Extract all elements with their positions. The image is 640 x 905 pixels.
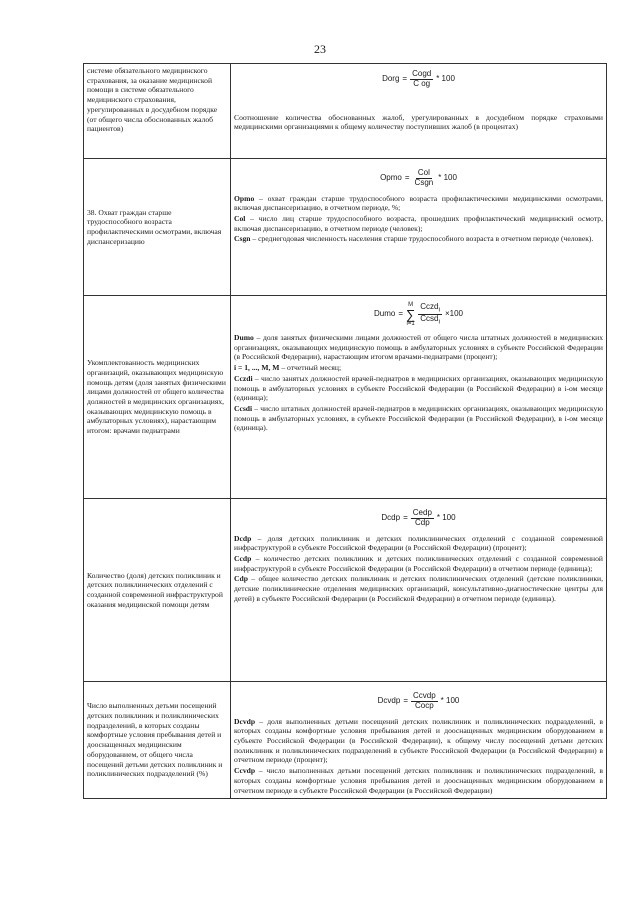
definition-term: Ccdp	[234, 554, 252, 564]
formula: Dumo = M ∑ i=1 $\frac{Cczd_i}{Ccsd_i}$ ×100	[373, 302, 464, 327]
formula-lhs: Dcdp	[381, 513, 401, 523]
definition-text: – число занятых должностей врачей-педиатров в медицинских организациях, оказывающих медицинскую помощь в амбулаторных условиях в субъекте Российской Федерации (в Российской Федерации) в i-ом месяце (единица);	[234, 373, 603, 403]
definition-term: Dcvdp	[234, 716, 256, 726]
definition	[234, 234, 603, 244]
formula-denominator: C og	[413, 78, 431, 88]
definition-text: – доля выполненных детьми посещений детских поликлиник и поликлинических подразделений, в которых созданы комфортные условия пребывания детей и дооснащенных медицинским оборудованием в субъекте Российской Федерации (в Российской Федерации), к общему числу посещений детьми детских поликлиник и поликлинических подразделений в субъекте Российской Федерации (в Российской Федерации) в отчетном периоде (процент);	[234, 716, 603, 765]
indicator-method	[231, 159, 607, 296]
formula-numerator: Cogd	[412, 69, 432, 78]
formula-numerator: Cczd	[420, 302, 439, 312]
indicators-table	[83, 63, 607, 799]
formula-numerator: Ccvdp	[412, 691, 436, 700]
indicator-name: Количество (доля) детских поликлиник и детских поликлинических отделений с созданной современной инфраструктурой оказания медицинской помощи детям	[84, 499, 231, 682]
definition-text: – отчетный месяц;	[279, 363, 342, 373]
formula-lhs: Opmo	[380, 173, 402, 183]
definition-text: – число штатных должностей врачей-педиатров в медицинских организациях, оказывающих медицинскую помощь в амбулаторных условиях, в субъекте Российской Федерации (в Российской Федерации), в i-ом месяце (единица).	[234, 404, 603, 433]
definition-text: – доля занятых физическими лицами должностей от общего числа штатных должностей в медицинских организациях, оказывающих медицинскую помощь в амбулаторных условиях в субъекте Российской Федерации (в Российской Федерации), нарастающим итогом врачами-педиатрами (процент);	[234, 333, 603, 362]
definition-term: i = 1, ..., M, M	[234, 363, 280, 373]
formula-numerator: Cedp	[412, 508, 432, 517]
definition	[234, 717, 603, 766]
definition-text: – число лиц старше трудоспособного возраста, прошедших профилактический медицинский осмотр, включая диспансеризацию, в отчетном периоде (человек);	[234, 214, 603, 233]
method-text: Соотношение количества обоснованных жалоб, урегулированных в досудебном порядке страховыми медицинскими организациями к общему количеству поступивших жалоб (в процентах)	[234, 112, 603, 132]
formula: Opmo = $\frac{\text{Col}}{\text{Csgn}}$ * 100	[380, 168, 457, 187]
definition-term: Dcdp	[234, 533, 252, 543]
definition-text: – количество детских поликлиник и детских поликлинических отделений с созданной современной инфраструктурой в субъекте Российской Федерации (в Российской Федерации) в отчетном периоде (единица);	[234, 554, 603, 573]
page-number: 23	[314, 42, 326, 56]
definition-term: Cczdi	[234, 373, 253, 383]
indicator-method	[231, 296, 607, 499]
formula: Dcdp = $\frac{\text{Cedp}}{\text{Cdp}}$ * 100	[381, 508, 456, 527]
definition	[234, 766, 603, 795]
definition	[234, 534, 603, 553]
definition-term: Col	[234, 214, 246, 224]
formula-numerator: Col	[417, 168, 430, 177]
definition	[234, 404, 603, 433]
definition-text: – общее количество детских поликлиник и детских поликлинических отделений (детские поликлиники, детские поликлинические отделения медицинских организаций, консультативно-диагностические центры для детей) в субъекте Российской Федерации (в Российской Федерации) в отчетном периоде (единица).	[234, 574, 603, 603]
definition	[234, 333, 603, 362]
formula-lhs: Dcvdp	[377, 696, 401, 706]
indicator-name: 38. Охват граждан старше трудоспособного возраста профилактическими осмотрами, включая диспансеризацию	[84, 159, 231, 296]
definition-term: Ccsdi	[234, 404, 253, 414]
table-row	[84, 159, 607, 296]
formula-lhs: Dumo	[373, 309, 396, 319]
table-row	[84, 64, 607, 159]
formula-denominator: Cdp	[414, 517, 430, 527]
indicator-name: Число выполненных детьми посещений детских поликлиник и поликлинических подразделений, в которых созданы комфортные условия пребывания детей и дооснащенных медицинским оборудованием, от общего числа посещений детьми детских поликлиник и поликлинических подразделений (%)	[84, 682, 231, 799]
definition	[234, 214, 603, 233]
definition	[234, 574, 603, 603]
formula: Dcvdp = $\frac{\text{Ccvdp}}{\text{Cocp}}$ * 100	[377, 691, 460, 710]
formula-denominator: Cocp	[414, 700, 434, 710]
formula-denominator: Csgn	[414, 177, 434, 187]
definition	[234, 554, 603, 573]
indicator-method	[231, 682, 607, 799]
definition-text: – среднегодовая численность населения старше трудоспособного возраста в отчетном периоде (человек).	[250, 234, 594, 244]
definition-term: Cdp	[234, 574, 248, 584]
table-row	[84, 296, 607, 499]
definition-term: Dumo	[234, 333, 254, 342]
formula-lhs: Dorg	[382, 74, 400, 84]
definition	[234, 374, 603, 403]
definition	[234, 194, 603, 213]
formula-tail: * 100	[436, 74, 455, 84]
definition-text: – охват граждан старше трудоспособного возраста профилактическими медицинскими осмотрами, включая диспансеризацию, в отчетном периоде, %;	[234, 193, 603, 213]
formula-tail: * 100	[438, 173, 457, 183]
indicator-method	[231, 64, 607, 159]
table-row	[84, 499, 607, 682]
formula-denominator: Ccsd	[420, 314, 439, 323]
indicator-name: Укомплектованность медицинских организаций, оказывающих медицинскую помощь детям (доля занятых физическими лицами должностей от общего количества должностей в медицинских организациях, оказывающих медицинскую помощь в амбулаторных условиях), нарастающим итогом: врачами педиатрами	[84, 296, 231, 499]
indicator-method	[231, 499, 607, 682]
definition-text: – число выполненных детьми посещений детских поликлиник и поликлинических подразделений, в которых созданы комфортные условия пребывания детей и дооснащенных медицинским оборудованием в отчетном периоде в субъекте Российской Федерации (в Российской Федерации)	[234, 766, 603, 795]
table-row	[84, 682, 607, 799]
definition-term: Opmo	[234, 193, 255, 203]
formula-tail: * 100	[440, 696, 460, 706]
definition-term: Ccvdp	[234, 766, 256, 776]
definition-text: – доля детских поликлиник и детских поликлинических отделений с созданной современной инфраструктурой в субъекте Российской Федерации (в Российской Федерации) (процент);	[234, 533, 603, 553]
definition	[234, 363, 603, 373]
sum-symbol: M ∑ i=1	[405, 302, 416, 327]
definition-term: Csgn	[234, 234, 251, 244]
formula: Dorg = $\frac{\text{Cogd}}{\text{C og}}$ * 100	[382, 69, 455, 88]
formula-tail: * 100	[436, 513, 456, 523]
indicator-name: системе обязательного медицинского страхования, за оказание медицинской помощи в системе обязательного медицинского страхования, урегулированных в досудебном порядке (от общего числа обоснованных жалоб пациентов)	[84, 64, 231, 159]
formula-tail: ×100	[444, 309, 464, 319]
